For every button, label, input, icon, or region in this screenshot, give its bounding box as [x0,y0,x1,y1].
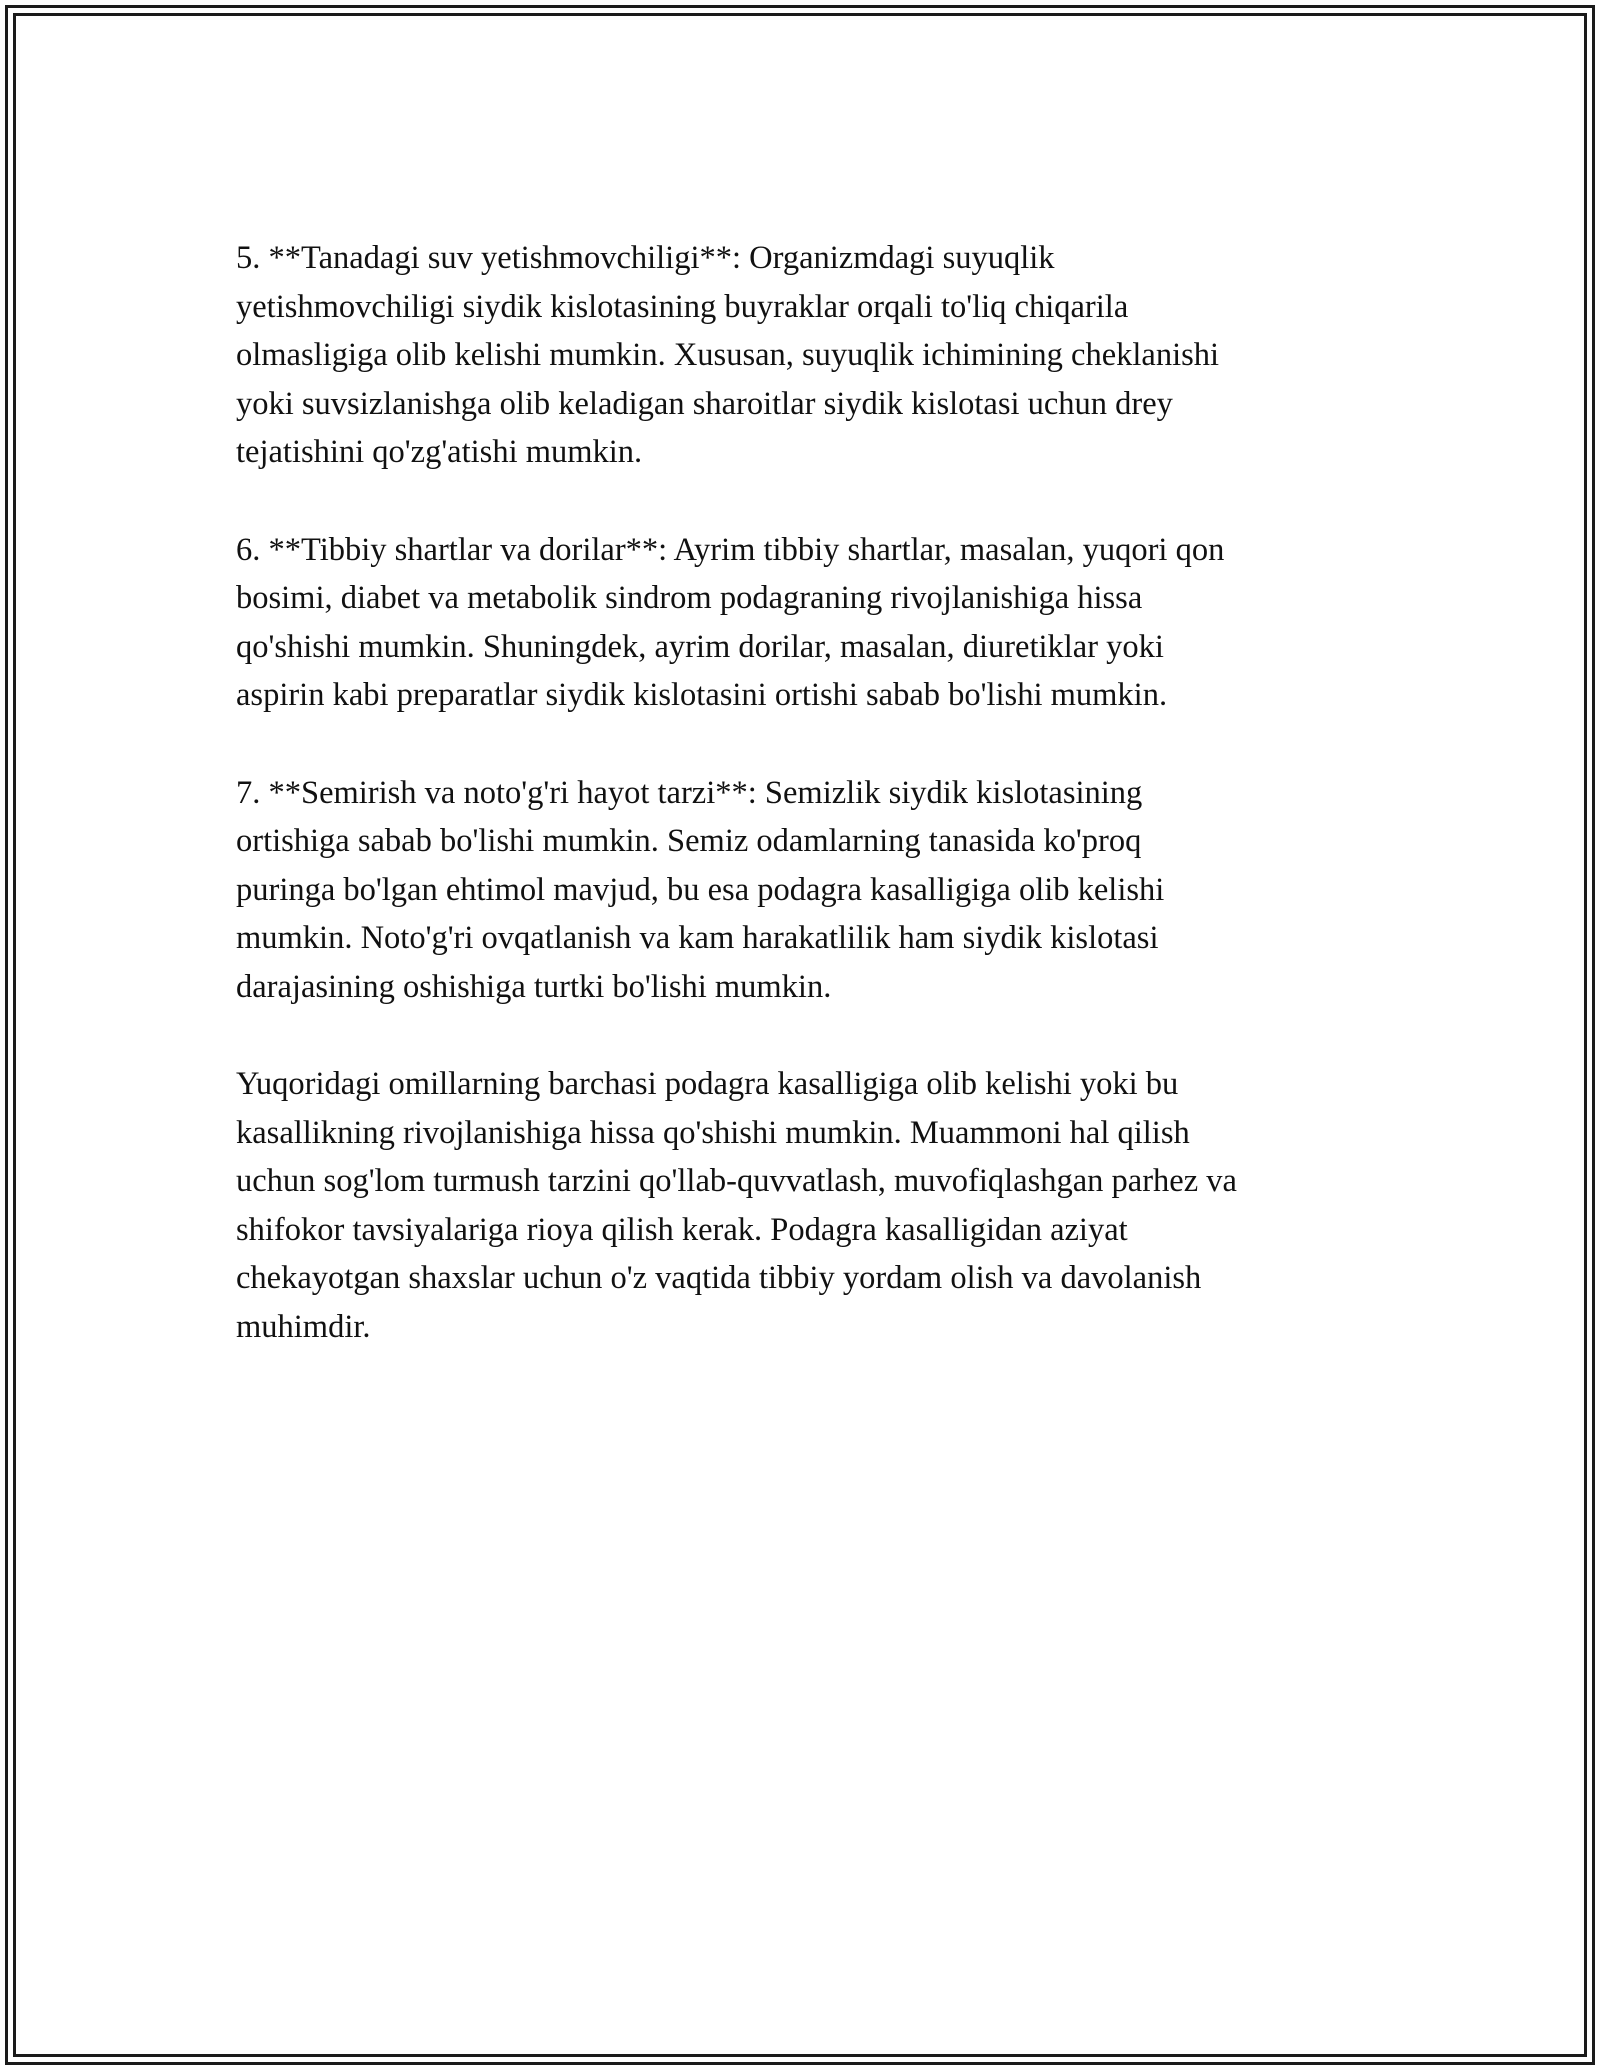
paragraph-medical-conditions: 6. **Tibbiy shartlar va dorilar**: Ayrim tibbiy shartlar, masalan, yuqori qon bosimi, diabet va metabolik sindrom podagraning rivojlanishiga hissa qo'shishi mumkin. Shuningdek, ayrim dorilar, masalan, diuretiklar yoki aspirin kabi preparatlar siydik kislotasini ortishi sabab bo'lishi mumkin. [236,531,1225,714]
document-body [236,234,1376,1400]
paragraph-dehydration: 5. **Tanadagi suv yetishmovchiligi**: Organizmdagi suyuqlik yetishmovchiligi siydik kislotasining buyraklar orqali to'liq chiqarila olmasligiga olib kelishi mumkin. Xususan, suyuqlik ichimining cheklanishi yoki suvsizlanishga olib keladigan sharoitlar siydik kislotasi uchun drey tejatishini qo'zg'atishi mumkin. [236,240,1220,471]
paragraph-conclusion: Yuqoridagi omillarning barchasi podagra kasalligiga olib kelishi yoki bu kasallikning rivojlanishiga hissa qo'shishi mumkin. Muammoni hal qilish uchun sog'lom turmush tarzini qo'llab-quvvatlash, muvofiqlashgan parhez va shifokor tavsiyalariga rioya qilish kerak. Podagra kasalligidan aziyat chekayotgan shaxslar uchun o'z vaqtida tibbiy yordam olish va davolanish muhimdir. [236,1066,1237,1346]
paragraph-obesity-lifestyle: 7. **Semirish va noto'g'ri hayot tarzi**: Semizlik siydik kislotasining ortishiga sabab bo'lishi mumkin. Semiz odamlarning tanasida ko'proq puringa bo'lgan ehtimol mavjud, bu esa podagra kasalligiga olib kelishi mumkin. Noto'g'ri ovqatlanish va kam harakatlilik ham siydik kislotasi darajasining oshishiga turtki bo'lishi mumkin. [236,774,1165,1005]
